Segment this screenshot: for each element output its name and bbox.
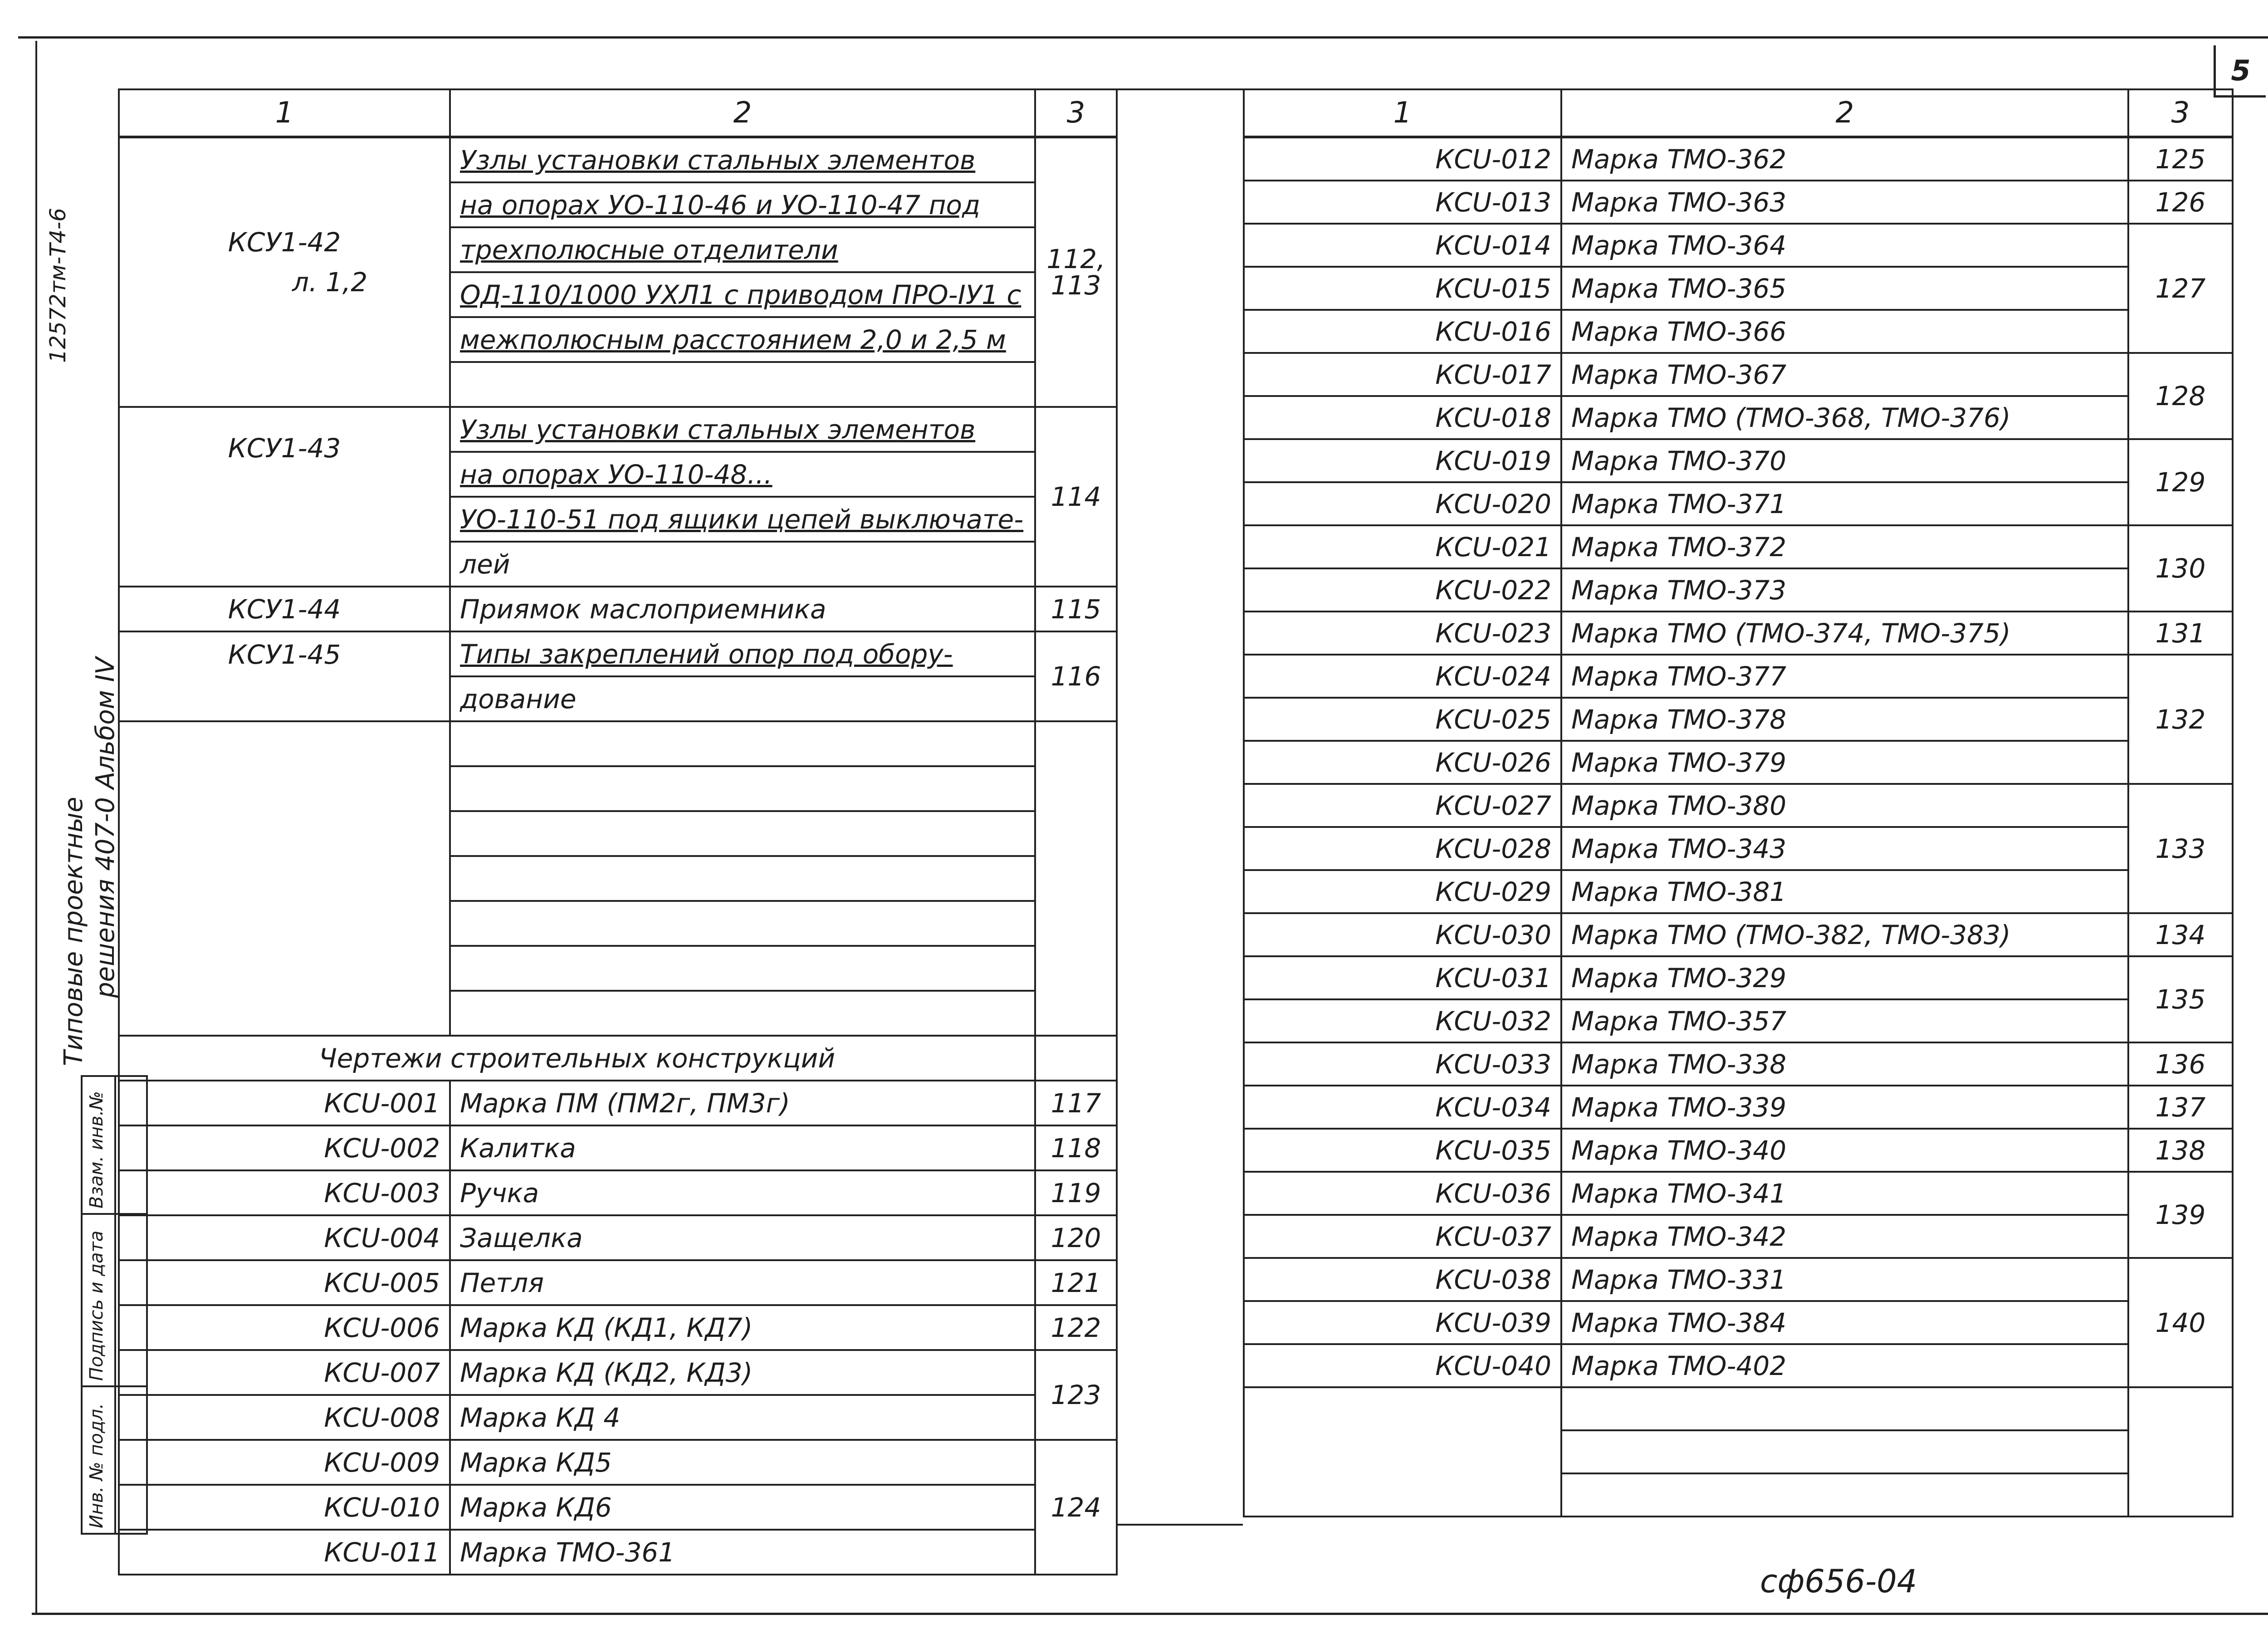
stamp-label-vzam: Взам. инв.№ <box>86 1091 107 1208</box>
sheets-ksu42: л. 1,2 <box>292 267 368 298</box>
row-code: КСU-005 <box>119 1260 450 1305</box>
section-header-row <box>119 1036 1117 1081</box>
desc-ksu42-line1: Узлы установки стальных элементов <box>450 137 1035 182</box>
table-row <box>1244 310 2233 353</box>
row-desc: Марка ТМО-362 <box>1561 137 2128 181</box>
row-code: КСU-021 <box>1244 525 1561 568</box>
table-row <box>119 1350 1117 1395</box>
row-page: 126 <box>2128 181 2233 224</box>
row-code: КСU-016 <box>1244 310 1561 353</box>
row-desc: Марка ТМО-363 <box>1561 181 2128 224</box>
table-row <box>1244 1042 2233 1086</box>
table-row <box>1244 482 2233 525</box>
row-desc: Марка ТМО-340 <box>1561 1129 2128 1172</box>
row-code: КСU-004 <box>119 1215 450 1260</box>
page-ksu45: 116 <box>1035 631 1117 721</box>
row-desc: Марка ТМО-361 <box>450 1530 1035 1575</box>
row-code: КСU-035 <box>1244 1129 1561 1172</box>
row-page: 123 <box>1035 1350 1117 1440</box>
sheet-number: 5 <box>2214 45 2266 98</box>
row-code: КСU-020 <box>1244 482 1561 525</box>
row-desc: Марка ТМО-342 <box>1561 1215 2128 1258</box>
row-desc: Марка КД6 <box>450 1485 1035 1530</box>
row-page: 118 <box>1035 1125 1117 1170</box>
row-page: 140 <box>2128 1258 2233 1387</box>
row-page: 125 <box>2128 137 2233 181</box>
table-row <box>1244 698 2233 741</box>
row-desc: Марка ТМО-373 <box>1561 568 2128 612</box>
table-row-empty <box>1244 1387 2233 1430</box>
row-code: КСU-017 <box>1244 353 1561 396</box>
table-row <box>1244 353 2233 396</box>
row-code: КСU-013 <box>1244 181 1561 224</box>
row-page: 127 <box>2128 224 2233 353</box>
row-desc: Марка ТМО-366 <box>1561 310 2128 353</box>
section-title: Чертежи строительных конструкций <box>119 1036 1035 1081</box>
row-page: 130 <box>2128 525 2233 612</box>
right-contents-table <box>1243 88 2234 1517</box>
empty-cell <box>450 901 1035 946</box>
row-desc: Марка ТМО-364 <box>1561 224 2128 267</box>
row-code: КСU-031 <box>1244 956 1561 999</box>
row-page: 132 <box>2128 655 2233 784</box>
row-code: КСU-032 <box>1244 999 1561 1042</box>
row-code: КСU-002 <box>119 1125 450 1170</box>
table-row <box>1244 612 2233 655</box>
page-ksu43: 114 <box>1035 407 1117 587</box>
row-page: 128 <box>2128 353 2233 439</box>
table-row <box>119 137 1117 182</box>
table-row <box>1244 224 2233 267</box>
side-title-line2: решения 407-0 Альбом IV <box>91 657 120 998</box>
row-desc: Защелка <box>450 1215 1035 1260</box>
table-header-row <box>1244 89 2233 137</box>
row-desc: Марка ТМО (ТМО-374, ТМО-375) <box>1561 612 2128 655</box>
row-desc: Петля <box>450 1260 1035 1305</box>
row-desc: Марка ТМО-357 <box>1561 999 2128 1042</box>
table-row <box>1244 1172 2233 1215</box>
row-desc: Марка КД (КД1, КД7) <box>450 1305 1035 1350</box>
row-code: КСU-008 <box>119 1395 450 1440</box>
code-ksu44: КСУ1-44 <box>119 587 450 631</box>
empty-cell <box>1561 1473 2128 1517</box>
row-page: 138 <box>2128 1129 2233 1172</box>
row-page: 137 <box>2128 1086 2233 1129</box>
row-code: КСU-039 <box>1244 1301 1561 1344</box>
row-desc: Марка ТМО-372 <box>1561 525 2128 568</box>
table-row <box>119 1260 1117 1305</box>
row-page: 121 <box>1035 1260 1117 1305</box>
row-desc: Марка КД 4 <box>450 1395 1035 1440</box>
table-row <box>1244 181 2233 224</box>
table-row <box>1244 1086 2233 1129</box>
empty-page-cell <box>2128 1387 2233 1517</box>
empty-cell <box>1561 1430 2128 1473</box>
header-col-1: 1 <box>1244 89 1561 137</box>
row-page: 120 <box>1035 1215 1117 1260</box>
row-desc: Марка ТМО-341 <box>1561 1172 2128 1215</box>
row-page: 117 <box>1035 1081 1117 1125</box>
empty-cell <box>450 946 1035 991</box>
desc-ksu42-line3: трехполюсные отделители <box>450 227 1035 272</box>
table-row <box>1244 784 2233 827</box>
side-title-line1: Типовые проектные <box>59 797 88 1066</box>
row-page: 135 <box>2128 956 2233 1042</box>
row-code: КСU-003 <box>119 1170 450 1215</box>
row-page: 122 <box>1035 1305 1117 1350</box>
row-desc: Марка ТМО-370 <box>1561 439 2128 482</box>
row-code: КСU-011 <box>119 1530 450 1575</box>
row-code: КСU-040 <box>1244 1344 1561 1387</box>
table-row <box>119 1305 1117 1350</box>
drawing-code: сф656-04 <box>1760 1563 1917 1600</box>
left-contents-table <box>118 88 1118 1575</box>
row-code: КСU-007 <box>119 1350 450 1395</box>
desc-ksu43-line2: на опорах УО-110-48... <box>450 452 1035 497</box>
row-code: КСU-022 <box>1244 568 1561 612</box>
desc-ksu43-line4: лей <box>450 542 1035 587</box>
desc-ksu42-line4: ОД-110/1000 УХЛ1 с приводом ПРО-IУ1 с <box>450 272 1035 317</box>
empty-cell <box>450 856 1035 901</box>
row-code: КСU-029 <box>1244 870 1561 913</box>
row-desc: Марка ТМО-338 <box>1561 1042 2128 1086</box>
row-desc: Марка ТМО-377 <box>1561 655 2128 698</box>
page-ksu42: 112, 113 <box>1035 137 1117 407</box>
header-col-3: 3 <box>1035 89 1117 137</box>
desc-ksu45-line1: Типы закреплений опор под обору- <box>450 631 1035 676</box>
row-desc: Марка ТМО-380 <box>1561 784 2128 827</box>
row-code: КСU-024 <box>1244 655 1561 698</box>
row-code: КСU-036 <box>1244 1172 1561 1215</box>
table-row <box>1244 1301 2233 1344</box>
row-code: КСU-034 <box>1244 1086 1561 1129</box>
row-code: КСU-012 <box>1244 137 1561 181</box>
row-page: 134 <box>2128 913 2233 956</box>
table-row <box>119 1530 1117 1575</box>
empty-page-cell <box>1035 721 1117 1036</box>
row-desc: Марка КД (КД2, КД3) <box>450 1350 1035 1395</box>
table-row <box>1244 1129 2233 1172</box>
code-ksu45: КСУ1-45 <box>119 631 450 721</box>
row-desc: Ручка <box>450 1170 1035 1215</box>
table-row <box>119 407 1117 452</box>
desc-ksu42-blank <box>450 362 1035 407</box>
desc-ksu42-line5: межполюсным расстоянием 2,0 и 2,5 м <box>450 317 1035 362</box>
frame-bottom-border <box>32 1613 2268 1615</box>
empty-code-cell <box>119 721 450 1036</box>
row-page: 136 <box>2128 1042 2233 1086</box>
row-code: КСU-001 <box>119 1081 450 1125</box>
empty-cell <box>450 811 1035 856</box>
frame-left-border <box>35 41 37 1615</box>
stamp-label-inv: Инв. № подл. <box>86 1403 107 1528</box>
cell-code-ksu42 <box>119 137 450 407</box>
table-row <box>119 1170 1117 1215</box>
row-code: КСU-037 <box>1244 1215 1561 1258</box>
table-row <box>119 587 1117 631</box>
row-code: КСU-025 <box>1244 698 1561 741</box>
row-code: КСU-015 <box>1244 267 1561 310</box>
table-row <box>1244 525 2233 568</box>
table-row <box>1244 870 2233 913</box>
frame-top-border <box>18 36 2268 39</box>
header-col-3: 3 <box>2128 89 2233 137</box>
row-code: КСU-006 <box>119 1305 450 1350</box>
empty-cell <box>1561 1387 2128 1430</box>
code-ksu43: КСУ1-43 <box>119 407 450 587</box>
header-col-2: 2 <box>1561 89 2128 137</box>
table-row <box>119 1485 1117 1530</box>
row-desc: Марка ТМО-343 <box>1561 827 2128 870</box>
row-page: 124 <box>1035 1440 1117 1575</box>
header-col-1: 1 <box>119 89 450 137</box>
row-desc: Марка ПМ (ПМ2г, ПМ3г) <box>450 1081 1035 1125</box>
row-code: КСU-038 <box>1244 1258 1561 1301</box>
row-desc: Марка ТМО-371 <box>1561 482 2128 525</box>
desc-ksu45-line2: дование <box>450 676 1035 721</box>
table-row <box>119 1395 1117 1440</box>
table-row <box>1244 999 2233 1042</box>
table-row <box>1244 137 2233 181</box>
row-code: КСU-023 <box>1244 612 1561 655</box>
row-desc: Марка ТМО-384 <box>1561 1301 2128 1344</box>
header-col-2: 2 <box>450 89 1035 137</box>
table-row <box>119 1215 1117 1260</box>
table-row <box>1244 396 2233 439</box>
row-code: КСU-019 <box>1244 439 1561 482</box>
stamp-label-podpis: Подпись и дата <box>86 1230 107 1381</box>
row-code: КСU-030 <box>1244 913 1561 956</box>
row-desc: Марка ТМО-329 <box>1561 956 2128 999</box>
table-row <box>1244 1344 2233 1387</box>
section-page-cell <box>1035 1036 1117 1081</box>
row-desc: Марка ТМО (ТМО-368, ТМО-376) <box>1561 396 2128 439</box>
row-page: 119 <box>1035 1170 1117 1215</box>
row-desc: Марка КД5 <box>450 1440 1035 1485</box>
row-code: КСU-028 <box>1244 827 1561 870</box>
row-desc: Калитка <box>450 1125 1035 1170</box>
row-page: 139 <box>2128 1172 2233 1258</box>
row-code: КСU-026 <box>1244 741 1561 784</box>
table-row <box>119 1440 1117 1485</box>
side-document-code: 12572тм-Т4-6 <box>45 208 71 363</box>
row-page: 129 <box>2128 439 2233 525</box>
empty-cell <box>450 721 1035 766</box>
row-code: КСU-014 <box>1244 224 1561 267</box>
row-desc: Марка ТМО-381 <box>1561 870 2128 913</box>
table-row <box>119 1125 1117 1170</box>
table-row <box>1244 267 2233 310</box>
table-row <box>1244 568 2233 612</box>
empty-cell <box>450 766 1035 811</box>
row-code: КСU-018 <box>1244 396 1561 439</box>
table-row <box>1244 655 2233 698</box>
code-ksu42: КСУ1-42 <box>228 227 341 258</box>
table-row-empty <box>119 721 1117 766</box>
row-desc: Марка ТМО (ТМО-382, ТМО-383) <box>1561 913 2128 956</box>
row-code: КСU-009 <box>119 1440 450 1485</box>
empty-code-cell <box>1244 1387 1561 1517</box>
row-desc: Марка ТМО-367 <box>1561 353 2128 396</box>
desc-ksu43-line3: УО-110-51 под ящики цепей выключате- <box>450 497 1035 542</box>
row-desc: Марка ТМО-378 <box>1561 698 2128 741</box>
row-desc: Марка ТМО-339 <box>1561 1086 2128 1129</box>
row-desc: Марка ТМО-402 <box>1561 1344 2128 1387</box>
row-code: КСU-010 <box>119 1485 450 1530</box>
desc-ksu42-line2: на опорах УО-110-46 и УО-110-47 под <box>450 182 1035 227</box>
table-row <box>1244 741 2233 784</box>
empty-cell <box>450 991 1035 1036</box>
row-page: 133 <box>2128 784 2233 913</box>
table-row <box>119 1081 1117 1125</box>
table-row <box>1244 913 2233 956</box>
table-row <box>1244 1215 2233 1258</box>
column-gap-frame <box>1116 88 1243 1526</box>
table-row <box>1244 956 2233 999</box>
table-row <box>1244 1258 2233 1301</box>
table-header-row <box>119 89 1117 137</box>
table-row <box>1244 439 2233 482</box>
table-row <box>119 631 1117 676</box>
row-desc: Марка ТМО-365 <box>1561 267 2128 310</box>
desc-ksu44: Приямок маслоприемника <box>450 587 1035 631</box>
row-desc: Марка ТМО-331 <box>1561 1258 2128 1301</box>
row-desc: Марка ТМО-379 <box>1561 741 2128 784</box>
page-ksu44: 115 <box>1035 587 1117 631</box>
row-code: КСU-027 <box>1244 784 1561 827</box>
table-row <box>1244 827 2233 870</box>
row-page: 131 <box>2128 612 2233 655</box>
desc-ksu43-line1: Узлы установки стальных элементов <box>450 407 1035 452</box>
row-code: КСU-033 <box>1244 1042 1561 1086</box>
